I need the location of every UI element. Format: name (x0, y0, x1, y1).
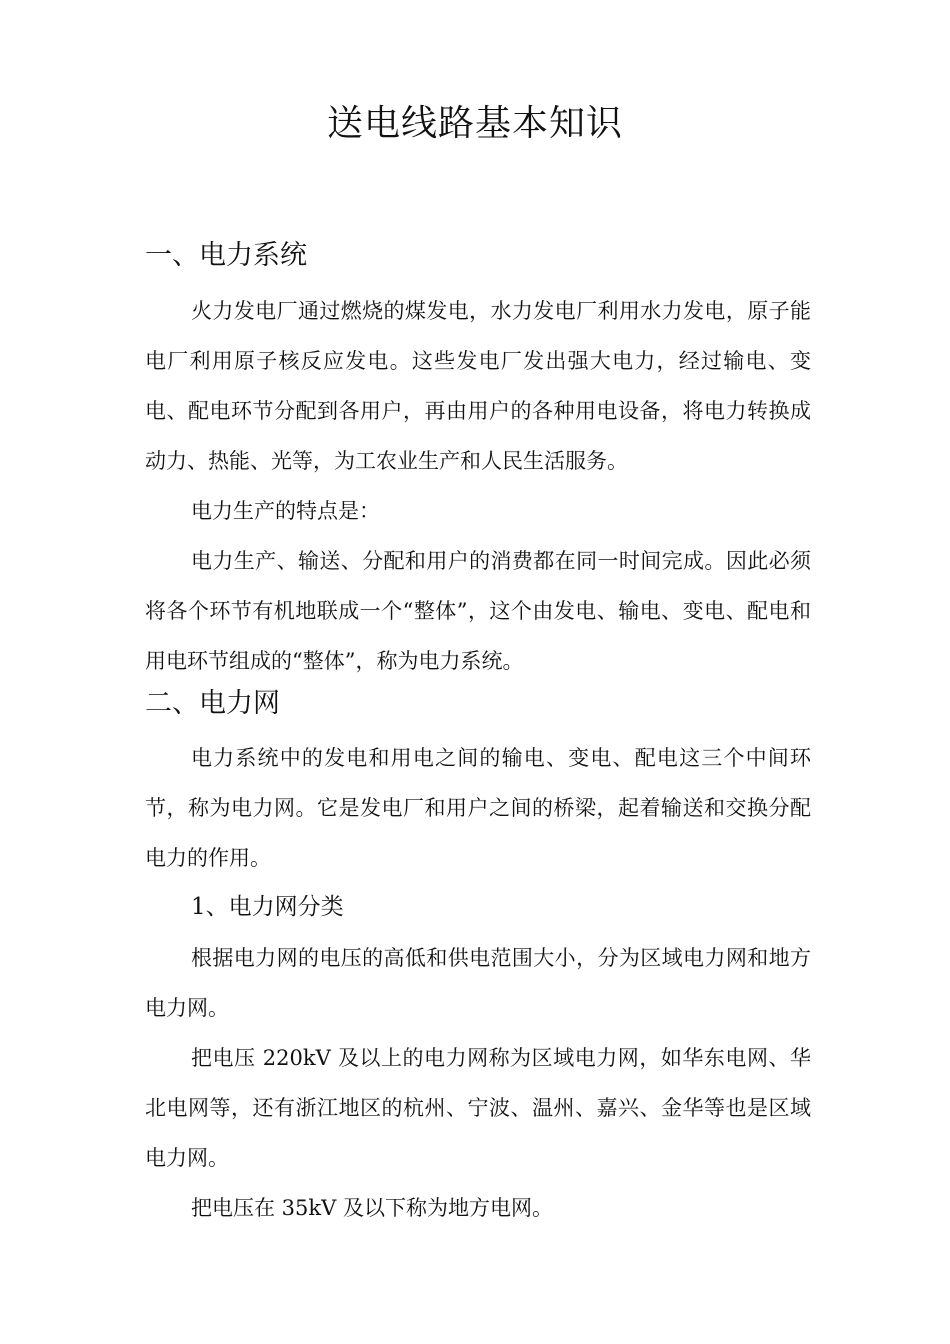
document-title: 送电线路基本知识 (326, 103, 623, 144)
paragraph-local-grid: 把电压在 35kV 及以下称为地方电网。 (191, 1196, 553, 1220)
paragraph-grid-classification: 根据电力网的电压的高低和供电范围大小，分为区域电力网和地方电力网。 (145, 946, 811, 1020)
paragraph-characteristics-label: 电力生产的特点是： (191, 499, 380, 523)
subsection-heading-grid-classification: 1、电力网分类 (191, 894, 344, 920)
paragraph-regional-grid: 把电压 220kV 及以上的电力网称为区域电力网，如华东电网、华北电网等，还有浙江地区的杭州、宁波、温州、嘉兴、金华等也是区域电力网。 (145, 1046, 811, 1170)
paragraph-power-generation: 火力发电厂通过燃烧的煤发电，水力发电厂利用水力发电，原子能电厂利用原子核反应发电。这些发电厂发出强大电力，经过输电、变电、配电环节分配到各用户，再由用户的各种用电设备，将电力转换成动力、热能、光等，为工农业生产和人民生活服务。 (145, 299, 811, 473)
section-heading-power-grid: 二、电力网 (145, 688, 280, 719)
paragraph-power-system-definition: 电力生产、输送、分配和用户的消费都在同一时间完成。因此必须将各个环节有机地联成一个“整体”，这个由发电、输电、变电、配电和用电环节组成的“整体”，称为电力系统。 (145, 549, 811, 673)
paragraph-power-grid-definition: 电力系统中的发电和用电之间的输电、变电、配电这三个中间环节，称为电力网。它是发电厂和用户之间的桥梁，起着输送和交换分配电力的作用。 (145, 746, 811, 870)
section-heading-power-system: 一、电力系统 (145, 240, 307, 271)
